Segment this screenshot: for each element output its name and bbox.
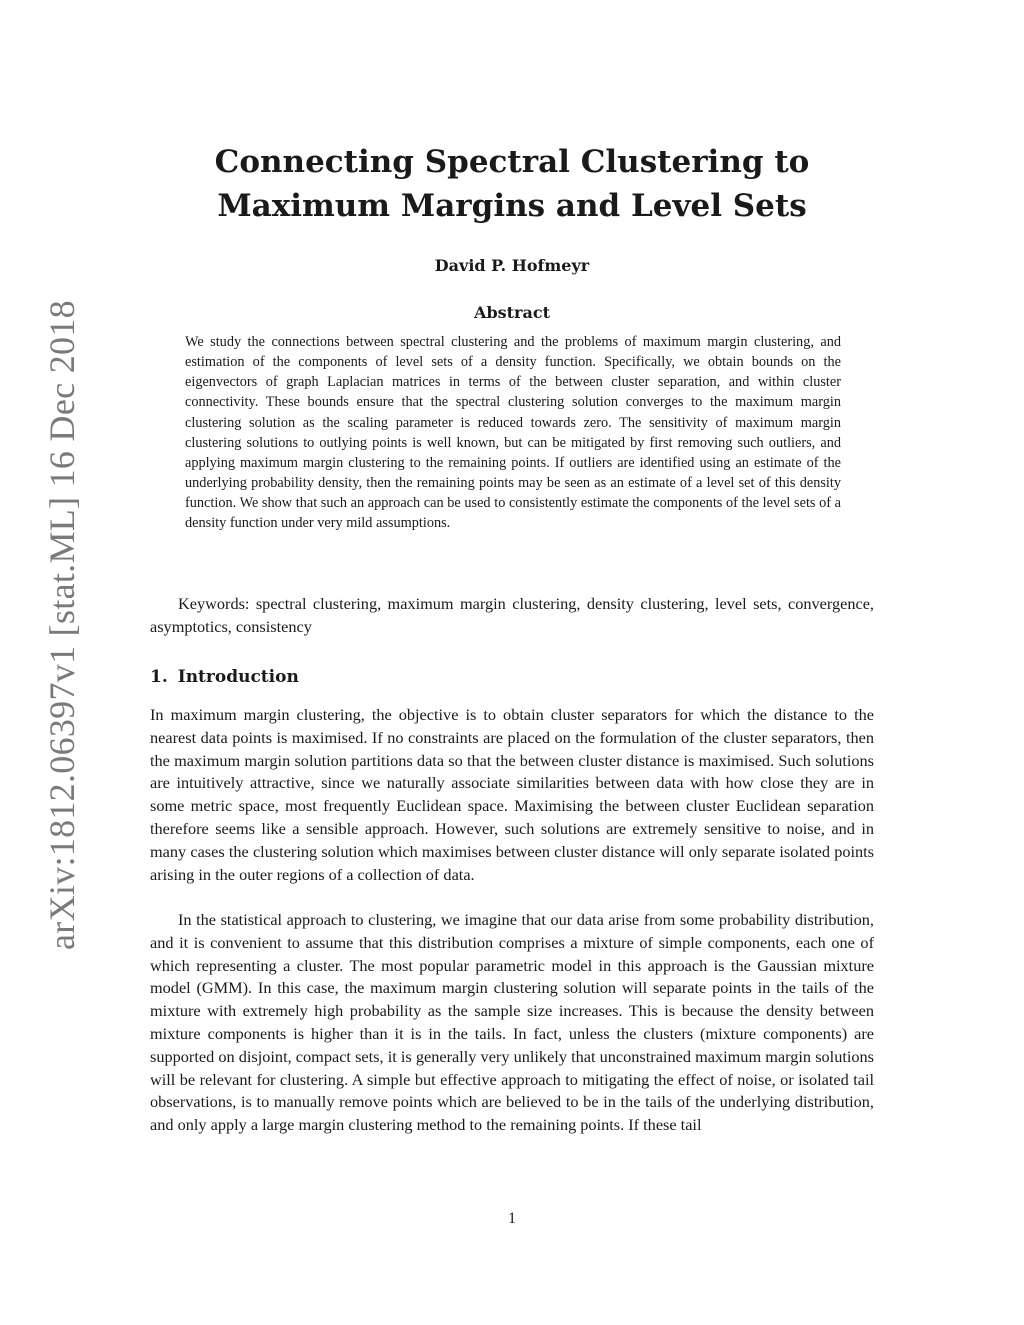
title-line-1: Connecting Spectral Clustering to [214,144,810,180]
paper-title [150,140,874,228]
title-line-2: Maximum Margins and Level Sets [217,188,807,224]
abstract-heading: Abstract [474,303,550,322]
section-title: Introduction [177,667,299,687]
intro-paragraph-1: In maximum margin clustering, the objective is to obtain cluster separators for which the distance to the nearest data points is maximised. If no constraints are placed on the formulation of the cluster separators, then the maximum margin solution partitions data so that the between cluster distance is maximised. Such solutions are intuitively attractive, since we naturally associate similarities between data with how close they are in some metric space, most frequently Euclidean space. Maximising the between cluster Euclidean separation therefore seems like a sensible approach. However, such solutions are extremely sensitive to noise, and in many cases the clustering solution which maximises between cluster distance will only separate isolated points arising in the outer regions of a collection of data. [150,705,874,884]
section-number: 1. [150,667,168,687]
intro-paragraph-2: In the statistical approach to clustering, we imagine that our data arise from some probability distribution, and it is convenient to assume that this distribution comprises a mixture of simple components, each one of which representing a cluster. The most popular parametric model in this approach is the Gaussian mixture model (GMM). In this case, the maximum margin clustering solution will separate points in the tails of the mixture with extremely high probability as the sample size increases. This is because the density between mixture components is higher than it is in the tails. In fact, unless the clusters (mixture components) are supported on disjoint, compact sets, it is generally very unlikely that unconstrained maximum margin solutions will be relevant for clustering. A simple but effective approach to mitigating the effect of noise, or isolated tail observations, is to manually remove points which are believed to be in the tails of the underlying distribution, and only apply a large margin clustering method to the remaining points. If these tail [150,910,874,1135]
page-number: 1 [508,1210,516,1227]
author-name: David P. Hofmeyr [434,256,590,275]
keywords: Keywords: spectral clustering, maximum margin clustering, density clustering, level sets, convergence, asymptotics, consistency [150,594,874,636]
abstract-text: We study the connections between spectral clustering and the problems of maximum margin clustering, and estimation of the components of level sets of a density function. Specifically, we obtain bounds on the eigenvectors of graph Laplacian matrices in terms of the between cluster separation, and within cluster connectivity. These bounds ensure that the spectral clustering solution converges to the maximum margin clustering solution as the scaling parameter is reduced towards zero. The sensitivity of maximum margin clustering solutions to outlying points is well known, but can be mitigated by first removing such outliers, and applying maximum margin clustering to the remaining points. If outliers are identified using an estimate of the underlying probability density, then the remaining points may be seen as an estimate of a level set of this density function. We show that such an approach can be used to consistently estimate the components of the level sets of a density function under very mild assumptions. [185,334,841,532]
arxiv-identifier: arXiv:1812.06397v1 [stat.ML] 16 Dec 2018 [42,300,82,950]
section-heading [150,667,299,687]
